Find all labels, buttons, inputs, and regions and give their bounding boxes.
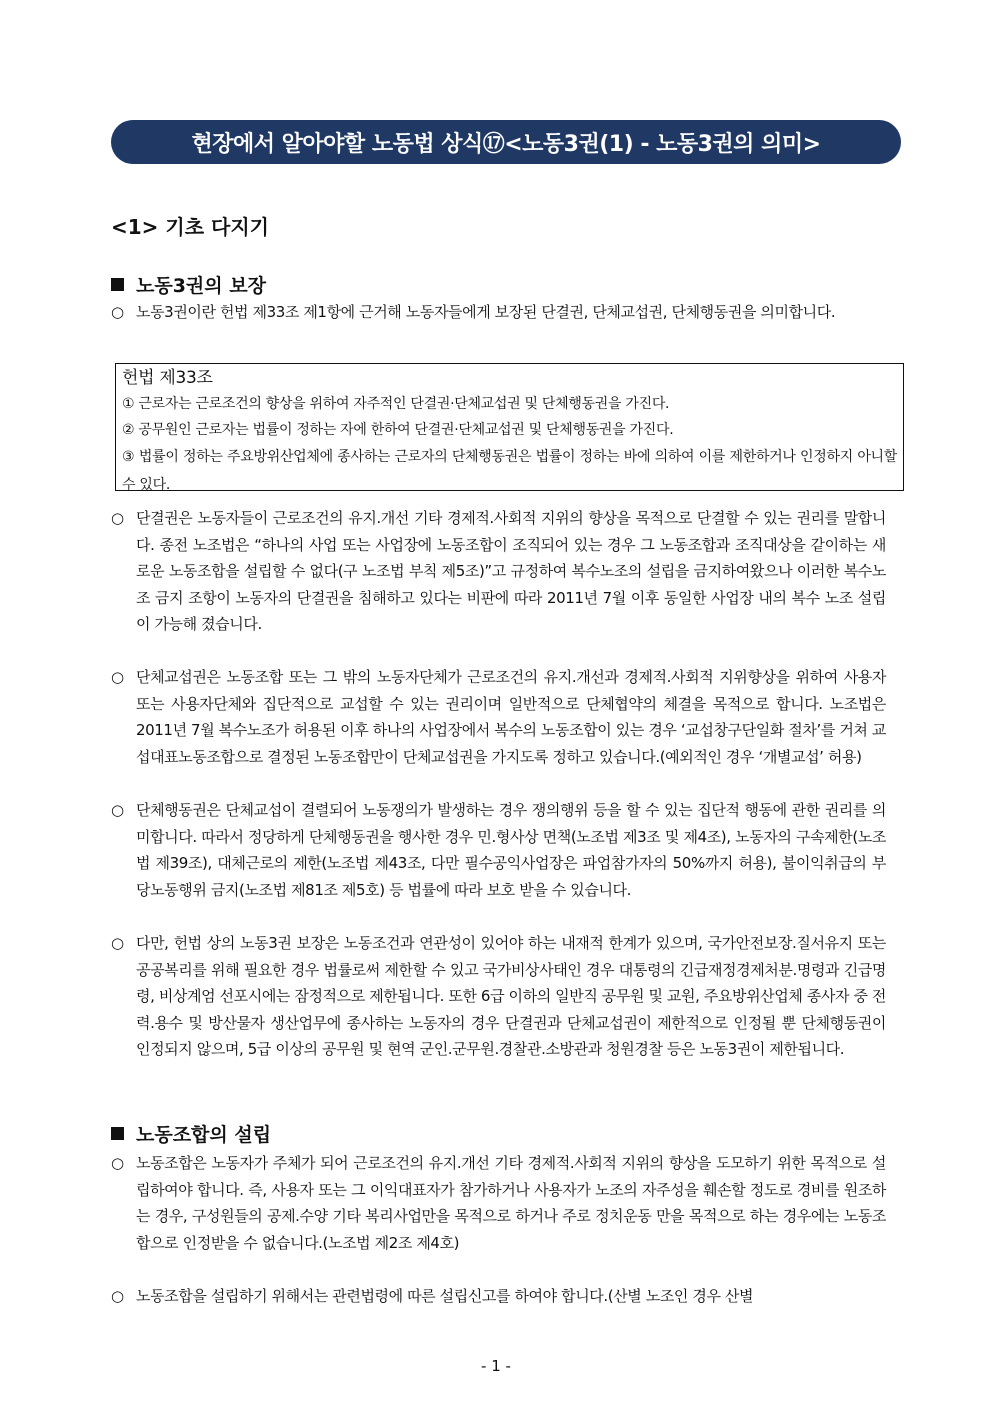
paragraph-text: 노동3권이란 헌법 제33조 제1항에 근거해 노동자들에게 보장된 단결권, 단체교섭권, 단체행동권을 의미합니다. [136, 303, 836, 321]
subheading-label: 노동3권의 보장 [136, 275, 266, 297]
paragraph-text: 단체행동권은 단체교섭이 결렬되어 노동쟁의가 발생하는 경우 쟁의행위 등을 할 수 있는 집단적 행동에 관한 권리를 의미합니다. 따라서 정당하게 단체행동권을 행사한 경우 민.형사상 면책(노조법 제3조 및 제4조), 노동자의 구속제한(노조법 제39조), 대체근로의 제한(노조법 제43조, 다만 필수공익사업장은 파업참가자의 50%까지 허용), 불이익취급의 부당노동행위 금지(노조법 제81조 제5호) 등 법률에 따라 보호 받을 수 있습니다. [136, 801, 886, 899]
section-heading: <1> 기초 다지기 [111, 215, 269, 239]
subheading-label: 노동조합의 설립 [136, 1124, 272, 1146]
paragraph-text: 노동조합을 설립하기 위해서는 관련법령에 따른 설립신고를 하여야 합니다.(산별 노조인 경우 산별 [136, 1287, 754, 1305]
paragraph-union-purpose [111, 1150, 886, 1256]
paragraph-collective-action [111, 797, 886, 903]
constitution-article-box [115, 363, 904, 491]
circle-bullet-icon: ○ [111, 934, 124, 952]
law-clause-3: ③ 법률이 정하는 주요방위산업체에 종사하는 근로자의 단체행동권은 법률이 정하는 바에 의하여 이를 제한하거나 인정하지 아니할 수 있다. [122, 449, 897, 493]
paragraph-limitations [111, 930, 886, 1063]
subheading-labor-rights [111, 271, 266, 298]
circle-bullet-icon: ○ [111, 1154, 124, 1172]
page-title: 현장에서 알아야할 노동법 상식⑰<노동3권(1) - 노동3권의 의미> [111, 120, 901, 164]
law-clause-1: ① 근로자는 근로조건의 향상을 위하여 자주적인 단결권·단체교섭권 및 단체행동권을 가진다. [122, 396, 670, 412]
circle-bullet-icon: ○ [111, 303, 124, 321]
paragraph-union-registration [111, 1283, 886, 1310]
black-square-icon [111, 278, 124, 291]
subheading-union-establishment [111, 1120, 271, 1147]
circle-bullet-icon: ○ [111, 1287, 124, 1305]
paragraph-text: 단결권은 노동자들이 근로조건의 유지.개선 기타 경제적.사회적 지위의 향상을 목적으로 단결할 수 있는 권리를 말합니다. 종전 노조법은 “하나의 사업 또는 사업장에 노동조합이 조직되어 있는 경우 그 노동조합과 조직대상을 같이하는 새로운 노동조합을 설립할 수 없다(구 노조법 부칙 제5조)”고 규정하여 복수노조의 설립을 금지하여왔으나 이러한 복수노조 금지 조항이 노동자의 단결권을 침해하고 있다는 비판에 따라 2011년 7월 이후 동일한 사업장 내의 복수 노조 설립이 가능해 졌습니다. [136, 509, 886, 634]
black-square-icon [111, 1127, 124, 1140]
paragraph-text: 노동조합은 노동자가 주체가 되어 근로조건의 유지.개선 기타 경제적.사회적 지위의 향상을 도모하기 위한 목적으로 설립하여야 합니다. 즉, 사용자 또는 그 이익대표자가 참가하거나 사용자가 노조의 자주성을 훼손할 정도로 경비를 원조하는 경우, 구성원들의 공제.수양 기타 복리사업만을 목적으로 하거나 주로 정치운동 만을 목적으로 하는 경우에는 노동조합으로 인정받을 수 없습니다.(노조법 제2조 제4호) [136, 1154, 886, 1252]
paragraph-text: 다만, 헌법 상의 노동3권 보장은 노동조건과 연관성이 있어야 하는 내재적 한계가 있으며, 국가안전보장.질서유지 또는 공공복리를 위해 필요한 경우 법률로써 제한할 수 있고 국가비상사태인 경우 대통령의 긴급재정경제처분.명령과 긴급명령, 비상계엄 선포시에는 잠정적으로 제한됩니다. 또한 6급 이하의 일반직 공무원 및 교원, 주요방위산업체 종사자 중 전력.용수 및 방산물자 생산업무에 종사하는 노동자의 경우 단결권과 단체교섭권이 제한적으로 인정될 뿐 단체행동권이 인정되지 않으며, 5급 이상의 공무원 및 현역 군인.군무원.경찰관.소방관과 청원경찰 등은 노동3권이 제한됩니다. [136, 934, 887, 1059]
page-number: - 1 - [481, 1357, 511, 1375]
circle-bullet-icon: ○ [111, 801, 124, 819]
circle-bullet-icon: ○ [111, 668, 124, 686]
paragraph-right-to-organize [111, 505, 886, 638]
paragraph-collective-bargaining [111, 664, 886, 770]
paragraph-definition [111, 299, 886, 326]
paragraph-text: 단체교섭권은 노동조합 또는 그 밖의 노동자단체가 근로조건의 유지.개선과 경제적.사회적 지위향상을 위하여 사용자 또는 사용자단체와 집단적으로 교섭할 수 있는 권리이며 일반적으로 단체협약의 체결을 목적으로 합니다. 노조법은 2011년 7월 복수노조가 허용된 이후 하나의 사업장에서 복수의 노동조합이 있는 경우 ‘교섭창구단일화 절차’를 거쳐 교섭대표노동조합으로 결정된 노동조합만이 단체교섭권을 가지도록 정하고 있습니다.(예외적인 경우 ‘개별교섭’ 허용) [136, 668, 886, 766]
circle-bullet-icon: ○ [111, 509, 124, 527]
law-box-title: 헌법 제33조 [122, 368, 213, 388]
law-clause-2: ② 공무원인 근로자는 법률이 정하는 자에 한하여 단결권·단체교섭권 및 단체행동권을 가진다. [122, 422, 674, 438]
